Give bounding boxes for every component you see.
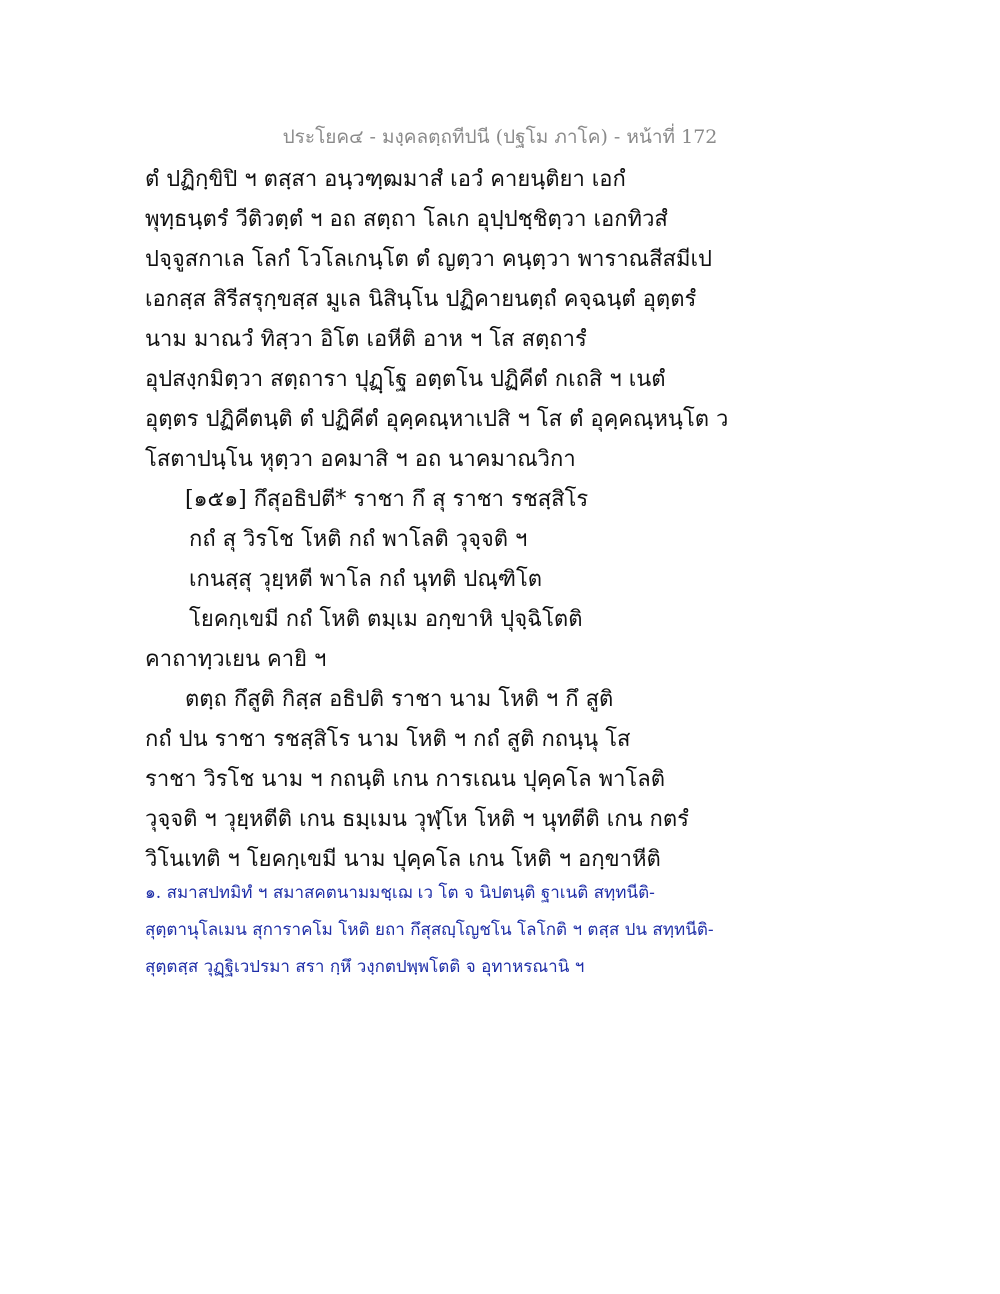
text-line: นาม มาณวํ ทิสฺวา อิโต เอหีติ อาห ฯ โส สตฺถารํ (145, 327, 587, 352)
text-line: วุจฺจติ ฯ วุยฺหตีติ เกน ธมฺเมน วุฬฺโห โหติ ฯ นุทตีติ เกน กตรํ (145, 807, 689, 832)
footnote-line: ๑. สมาสปทมิทํ ฯ สมาสคตนามมชฺเฌ เว โต จ นิปตนฺติ ฐาเนติ สทฺทนีติ- (145, 883, 655, 903)
text-line: วิโนเทติ ฯ โยคกฺเขมี นาม ปุคฺคโล เกน โหติ ฯ อกฺขาหีติ (145, 847, 661, 872)
verse-line: กถํ สุ วิรโช โหติ กถํ พาโลติ วุจฺจติ ฯ (189, 527, 528, 552)
text-line: ตํ ปฏิกฺขิปิ ฯ ตสฺสา อนฺวฑฺฒมาสํ เอวํ คายนฺติยา เอกํ (145, 167, 626, 192)
text-line: ราชา วิรโช นาม ฯ กถนฺติ เกน การเณน ปุคฺคโล พาโลติ (145, 767, 666, 792)
footnote-line: สุตฺตานุโลเมน สุการาคโม โหติ ยถา กึสุสญฺโญชโน โลโกติ ฯ ตสฺส ปน สทฺทนีติ- (145, 920, 714, 940)
verse-line: เกนสฺสุ วุยฺหตี พาโล กถํ นุทติ ปณฺฑิโต (189, 567, 543, 592)
text-line: ปจฺจูสกาเล โลกํ โวโลเกนฺโต ตํ ญตฺวา คนฺตฺวา พาราณสีสมีเป (145, 247, 712, 272)
text-line: กถํ ปน ราชา รชสฺสิโร นาม โหติ ฯ กถํ สูติ กถนฺนุ โส (145, 727, 631, 752)
text-line: อุปสงฺกมิตฺวา สตฺถารา ปุฏฺโฐ อตฺตโน ปฏิคีตํ กเถสิ ฯ เนตํ (145, 367, 666, 392)
main-text (145, 160, 865, 880)
paragraph-start-line: ตตฺถ กึสูติ กิสฺส อธิปติ ราชา นาม โหติ ฯ กึ สูติ (185, 687, 614, 712)
footnote-line: สุตฺตสฺส วุฏฺฐิเวปรมา สรา กฺหึ วงฺกตปพฺพโตติ จ อุทาหรณานิ ฯ (145, 957, 585, 977)
text-line: เอกสฺส สิรีสรุกฺขสฺส มูเล นิสินฺโน ปฏิคายนตฺถํ คจฺฉนฺตํ อุตฺตรํ (145, 287, 697, 312)
text-line: อุตฺตร ปฏิคีตนฺติ ตํ ปฏิคีตํ อุคฺคณฺหาเปสิ ฯ โส ตํ อุคฺคณฺหนฺโต ว (145, 407, 729, 432)
page-header: ประโยค๔ - มงฺคลตฺถทีปนี (ปฐโม ภาโค) - หน้าที่ 172 (282, 126, 718, 148)
footnotes (145, 875, 865, 986)
verse-line: โยคกฺเขมี กถํ โหติ ตมฺเม อกฺขาหิ ปุจฺฉิโตติ (189, 607, 583, 632)
text-line: โสตาปนฺโน หุตฺวา อคมาสิ ฯ อถ นาคมาณวิกา (145, 447, 576, 472)
text-line: พุทฺธนฺตรํ วีติวตฺตํ ฯ อถ สตฺถา โลเก อุปฺปชฺชิตฺวา เอกทิวสํ (145, 207, 668, 232)
verse-line: [๑๕๑] กึสุอธิปตี* ราชา กึ สุ ราชา รชสฺสิโร (185, 487, 589, 512)
text-line: คาถาทฺวเยน คายิ ฯ (145, 647, 327, 672)
